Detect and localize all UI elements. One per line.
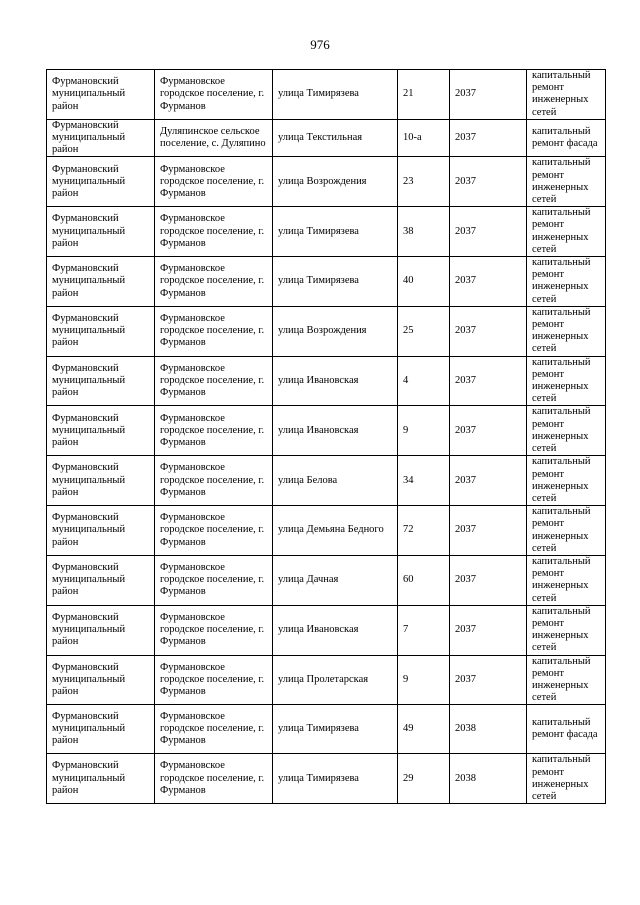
district-cell: Фурмановский муниципальный район <box>47 257 155 307</box>
settlement-cell: Фурмановское городское поселение, г. Фурманов <box>155 655 273 705</box>
district-cell: Фурмановский муниципальный район <box>47 356 155 406</box>
settlement-cell: Фурмановское городское поселение, г. Фурманов <box>155 406 273 456</box>
house-number-cell: 60 <box>398 555 450 605</box>
work-type-cell: капитальный ремонт инженерных сетей <box>527 356 606 406</box>
table-row <box>47 506 606 556</box>
street-cell: улица Тимирязева <box>273 754 398 804</box>
district-cell: Фурмановский муниципальный район <box>47 70 155 120</box>
table-row <box>47 119 606 157</box>
street-cell: улица Тимирязева <box>273 207 398 257</box>
street-cell: улица Ивановская <box>273 406 398 456</box>
district-cell: Фурмановский муниципальный район <box>47 555 155 605</box>
settlement-cell: Фурмановское городское поселение, г. Фурманов <box>155 506 273 556</box>
settlement-cell: Фурмановское городское поселение, г. Фурманов <box>155 306 273 356</box>
year-cell: 2037 <box>450 306 527 356</box>
district-cell: Фурмановский муниципальный район <box>47 119 155 157</box>
house-number-cell: 29 <box>398 754 450 804</box>
settlement-cell: Фурмановское городское поселение, г. Фурманов <box>155 207 273 257</box>
year-cell: 2037 <box>450 506 527 556</box>
settlement-cell: Фурмановское городское поселение, г. Фурманов <box>155 754 273 804</box>
settlement-cell: Дуляпинское сельское поселение, с. Дуляпино <box>155 119 273 157</box>
district-cell: Фурмановский муниципальный район <box>47 655 155 705</box>
table-row <box>47 207 606 257</box>
street-cell: улица Демьяна Бедного <box>273 506 398 556</box>
house-number-cell: 40 <box>398 257 450 307</box>
table-row <box>47 456 606 506</box>
house-number-cell: 72 <box>398 506 450 556</box>
work-type-cell: капитальный ремонт фасада <box>527 119 606 157</box>
settlement-cell: Фурмановское городское поселение, г. Фурманов <box>155 456 273 506</box>
street-cell: улица Пролетарская <box>273 655 398 705</box>
work-type-cell: капитальный ремонт инженерных сетей <box>527 506 606 556</box>
street-cell: улица Текстильная <box>273 119 398 157</box>
house-number-cell: 10-а <box>398 119 450 157</box>
work-type-cell: капитальный ремонт инженерных сетей <box>527 70 606 120</box>
district-cell: Фурмановский муниципальный район <box>47 456 155 506</box>
house-number-cell: 9 <box>398 406 450 456</box>
year-cell: 2037 <box>450 119 527 157</box>
district-cell: Фурмановский муниципальный район <box>47 705 155 754</box>
work-type-cell: капитальный ремонт инженерных сетей <box>527 207 606 257</box>
table-row <box>47 257 606 307</box>
house-number-cell: 34 <box>398 456 450 506</box>
street-cell: улица Тимирязева <box>273 257 398 307</box>
district-cell: Фурмановский муниципальный район <box>47 406 155 456</box>
table-row <box>47 157 606 207</box>
house-number-cell: 38 <box>398 207 450 257</box>
house-number-cell: 21 <box>398 70 450 120</box>
settlement-cell: Фурмановское городское поселение, г. Фурманов <box>155 356 273 406</box>
settlement-cell: Фурмановское городское поселение, г. Фурманов <box>155 70 273 120</box>
street-cell: улица Ивановская <box>273 356 398 406</box>
year-cell: 2037 <box>450 406 527 456</box>
settlement-cell: Фурмановское городское поселение, г. Фурманов <box>155 705 273 754</box>
district-cell: Фурмановский муниципальный район <box>47 506 155 556</box>
year-cell: 2037 <box>450 70 527 120</box>
table-row <box>47 406 606 456</box>
house-number-cell: 49 <box>398 705 450 754</box>
page-number: 976 <box>310 37 330 52</box>
table-row <box>47 70 606 120</box>
table-row <box>47 705 606 754</box>
district-cell: Фурмановский муниципальный район <box>47 754 155 804</box>
street-cell: улица Ивановская <box>273 605 398 655</box>
work-type-cell: капитальный ремонт инженерных сетей <box>527 406 606 456</box>
house-number-cell: 23 <box>398 157 450 207</box>
table-row <box>47 555 606 605</box>
year-cell: 2038 <box>450 754 527 804</box>
settlement-cell: Фурмановское городское поселение, г. Фурманов <box>155 157 273 207</box>
district-cell: Фурмановский муниципальный район <box>47 306 155 356</box>
work-type-cell: капитальный ремонт инженерных сетей <box>527 754 606 804</box>
street-cell: улица Возрождения <box>273 306 398 356</box>
year-cell: 2037 <box>450 257 527 307</box>
work-type-cell: капитальный ремонт инженерных сетей <box>527 655 606 705</box>
house-number-cell: 4 <box>398 356 450 406</box>
district-cell: Фурмановский муниципальный район <box>47 207 155 257</box>
street-cell: улица Дачная <box>273 555 398 605</box>
table-row <box>47 754 606 804</box>
year-cell: 2037 <box>450 605 527 655</box>
house-number-cell: 9 <box>398 655 450 705</box>
work-type-cell: капитальный ремонт фасада <box>527 705 606 754</box>
house-number-cell: 25 <box>398 306 450 356</box>
year-cell: 2037 <box>450 456 527 506</box>
settlement-cell: Фурмановское городское поселение, г. Фурманов <box>155 605 273 655</box>
street-cell: улица Белова <box>273 456 398 506</box>
house-number-cell: 7 <box>398 605 450 655</box>
year-cell: 2037 <box>450 157 527 207</box>
district-cell: Фурмановский муниципальный район <box>47 157 155 207</box>
work-type-cell: капитальный ремонт инженерных сетей <box>527 605 606 655</box>
table-row <box>47 306 606 356</box>
year-cell: 2037 <box>450 655 527 705</box>
street-cell: улица Тимирязева <box>273 70 398 120</box>
work-type-cell: капитальный ремонт инженерных сетей <box>527 456 606 506</box>
street-cell: улица Тимирязева <box>273 705 398 754</box>
table-row <box>47 356 606 406</box>
work-type-cell: капитальный ремонт инженерных сетей <box>527 157 606 207</box>
work-type-cell: капитальный ремонт инженерных сетей <box>527 306 606 356</box>
settlement-cell: Фурмановское городское поселение, г. Фурманов <box>155 257 273 307</box>
settlement-cell: Фурмановское городское поселение, г. Фурманов <box>155 555 273 605</box>
table-row <box>47 655 606 705</box>
housing-repair-table <box>46 69 606 804</box>
street-cell: улица Возрождения <box>273 157 398 207</box>
work-type-cell: капитальный ремонт инженерных сетей <box>527 555 606 605</box>
district-cell: Фурмановский муниципальный район <box>47 605 155 655</box>
year-cell: 2038 <box>450 705 527 754</box>
work-type-cell: капитальный ремонт инженерных сетей <box>527 257 606 307</box>
year-cell: 2037 <box>450 356 527 406</box>
year-cell: 2037 <box>450 207 527 257</box>
table-row <box>47 605 606 655</box>
year-cell: 2037 <box>450 555 527 605</box>
